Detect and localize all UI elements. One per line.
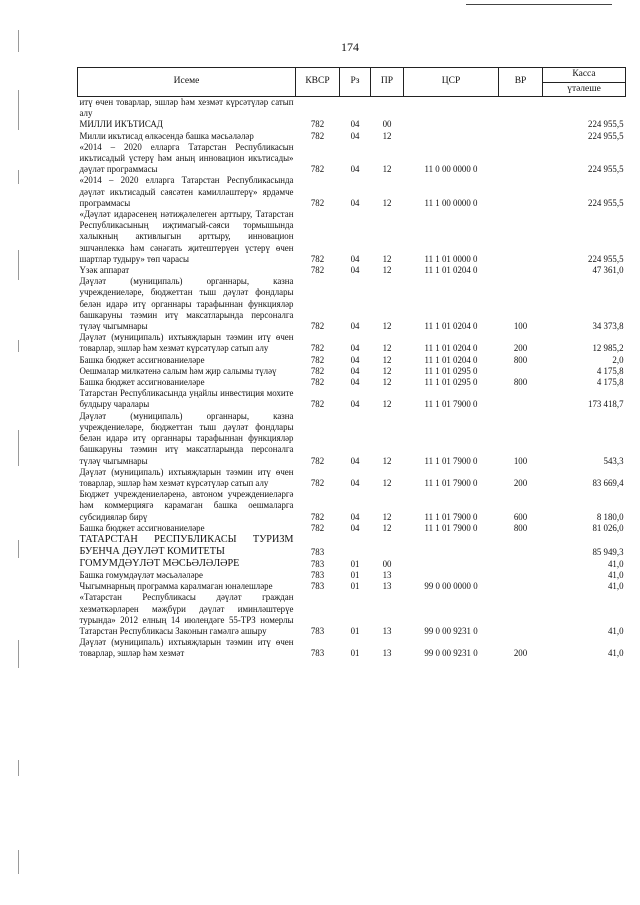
row-kvsr [296, 97, 340, 120]
row-amount: 4 175,8 [596, 365, 624, 376]
row-rz: 04 [350, 477, 360, 488]
row-vr [499, 581, 543, 592]
row-kvsr: 783 [310, 546, 325, 557]
row-csr [404, 558, 499, 570]
row-vr [499, 119, 543, 130]
row-rz: 01 [350, 558, 360, 569]
row-amount: 41,0 [607, 558, 624, 569]
row-kvsr: 782 [310, 365, 325, 376]
row-rz: 04 [350, 377, 360, 388]
row-csr: 11 1 01 7900 0 [424, 455, 478, 466]
row-amount: 224 955,5 [588, 197, 624, 208]
table-row [78, 366, 626, 377]
row-kvsr: 782 [310, 119, 325, 130]
row-pr: 12 [382, 399, 392, 410]
row-amount: 224 955,5 [588, 164, 624, 175]
row-name: «Дәүләт идарәсенең нәтиҗәлелеген арттыру, Татарстан Республикасының иҗтимагый-сәяси тормышында халыкның активлыгын арттыру, инновацион эшчәнлеккә һәм сәнәгать җитештерүен үстерү өчен шартлар тудыру» төп чарасы [79, 209, 294, 264]
row-kvsr: 783 [310, 581, 325, 592]
row-amount: 224 955,5 [588, 253, 624, 264]
row-csr: 11 1 01 0204 0 [424, 343, 478, 354]
row-name: Оешмалар милкәтенә салым һәм җир салымы түләү [79, 365, 277, 376]
row-name: ТАТАРСТАН РЕСПУБЛИКАСЫ ТУРИЗМ БУЕНЧА ДӘҮЛӘТ КОМИТЕТЫ [79, 533, 294, 557]
row-vr: 100 [513, 321, 528, 332]
row-rz: 04 [350, 522, 360, 533]
column-header-vr: ВР [499, 68, 543, 97]
row-pr: 12 [382, 265, 392, 276]
row-rz: 01 [350, 625, 360, 636]
row-name: Дәүләт (муниципаль) ихтыяҗларын тәэмин итү өчен товарлар, эшләр һәм хезмәт [79, 637, 294, 659]
row-kvsr: 783 [310, 625, 325, 636]
binding-margin-marks [18, 0, 20, 905]
row-rz: 04 [350, 130, 360, 141]
column-header-csr: ЦСР [404, 68, 499, 97]
row-vr: 800 [513, 522, 528, 533]
page-number: 174 [341, 40, 359, 54]
table-row [78, 581, 626, 592]
row-amount: 2,0 [612, 354, 624, 365]
row-name: Дәүләт (муниципаль) ихтыяҗларын тәэмин итү өчен товарлар, эшләр һәм хезмәт күрсәтүләр сатып алу [79, 332, 294, 354]
table-row [78, 209, 626, 265]
row-kvsr: 783 [310, 648, 325, 659]
row-csr: 11 1 01 0295 0 [424, 365, 478, 376]
row-amount: 34 373,8 [592, 321, 624, 332]
table-row [78, 467, 626, 489]
row-csr: 11 1 01 7900 0 [424, 399, 478, 410]
row-vr: 200 [513, 648, 528, 659]
row-csr [404, 570, 499, 581]
row-name: МИЛЛИ ИКЪТИСАД [79, 119, 163, 130]
row-rz [340, 534, 371, 558]
row-csr: 11 1 01 0204 0 [424, 321, 478, 332]
table-row [78, 523, 626, 534]
row-kvsr: 783 [310, 569, 325, 580]
row-vr [499, 366, 543, 377]
table-body [78, 97, 626, 660]
table-row [78, 570, 626, 581]
column-header-kassa-line1: Касса [572, 68, 596, 79]
row-vr: 100 [513, 455, 528, 466]
row-csr: 11 1 00 0000 0 [424, 197, 478, 208]
row-rz: 04 [350, 343, 360, 354]
row-name: Үзәк аппарат [79, 265, 130, 276]
row-csr: 99 0 00 9231 0 [424, 648, 478, 659]
row-pr: 00 [382, 119, 392, 130]
row-kvsr: 782 [310, 197, 325, 208]
row-amount: 47 361,0 [592, 265, 624, 276]
row-rz: 01 [350, 648, 360, 659]
row-kvsr: 782 [310, 130, 325, 141]
row-pr: 12 [382, 477, 392, 488]
row-name: Чыгымнарның программа каралмаган юнәлешләре [79, 581, 273, 592]
table-row [78, 377, 626, 388]
row-csr: 11 1 01 7900 0 [424, 477, 478, 488]
table-row [78, 558, 626, 570]
row-pr: 13 [382, 569, 392, 580]
row-name: Милли икътисад өлкәсендә башка мәсьәләләр [79, 130, 254, 141]
row-vr [499, 142, 543, 176]
row-pr [371, 534, 404, 558]
row-name: Башка гомумдәүләт мәсьәләләре [79, 569, 203, 580]
budget-table [77, 67, 626, 660]
row-kvsr: 782 [310, 164, 325, 175]
table-row [78, 489, 626, 523]
row-kvsr: 782 [310, 265, 325, 276]
table-row [78, 355, 626, 366]
row-amount: 224 955,5 [588, 130, 624, 141]
row-pr: 12 [382, 522, 392, 533]
table-row [78, 131, 626, 142]
row-name: «2014 – 2020 елларга Татарстан Республикасын икътисадый үстерү һәм аның инновацион икътисады» дәүләт программасы [79, 141, 294, 175]
row-rz: 04 [350, 321, 360, 332]
row-name: Татарстан Республикасында уңайлы инвестиция мохите булдыру чаралары [79, 388, 294, 410]
row-amount: 41,0 [607, 569, 624, 580]
row-pr: 12 [382, 130, 392, 141]
column-header-kvsr: КВСР [296, 68, 340, 97]
row-csr: 11 1 01 0295 0 [424, 377, 478, 388]
table-header-row [78, 68, 626, 97]
row-rz: 04 [350, 119, 360, 130]
row-rz: 04 [350, 164, 360, 175]
row-amount [543, 97, 626, 120]
row-rz: 01 [350, 569, 360, 580]
table-row [78, 276, 626, 332]
row-pr: 12 [382, 377, 392, 388]
table-row [78, 637, 626, 659]
row-pr: 13 [382, 648, 392, 659]
table-row [78, 142, 626, 176]
row-rz: 04 [350, 365, 360, 376]
table-row [78, 332, 626, 354]
row-pr: 12 [382, 511, 392, 522]
row-csr [404, 131, 499, 142]
row-kvsr: 782 [310, 253, 325, 264]
row-csr: 11 1 01 0000 0 [424, 253, 478, 264]
row-amount: 41,0 [607, 648, 624, 659]
row-rz: 04 [350, 354, 360, 365]
table-row [78, 592, 626, 637]
row-vr [499, 265, 543, 276]
row-name: Башка бюджет ассигнованиеләре [79, 354, 205, 365]
row-name: Дәүләт (муниципаль) органнары, казна учреждениеләре, бюджеттан тыш дәүләт фондлары белән идарә итү органнары тарафыннан функцияләр башкаруны тәэмин итү максатларында персоналга түләү чыгымнары [79, 410, 294, 466]
row-vr [499, 570, 543, 581]
column-header-kassa [543, 68, 626, 97]
row-pr: 12 [382, 455, 392, 466]
row-pr: 13 [382, 625, 392, 636]
table-row [78, 175, 626, 209]
column-header-name: Исеме [78, 68, 296, 97]
row-vr [499, 209, 543, 265]
row-csr: 11 1 01 7900 0 [424, 522, 478, 533]
row-amount: 41,0 [607, 625, 624, 636]
row-name: Башка бюджет ассигнованиеләре [79, 377, 205, 388]
table-row [78, 534, 626, 558]
row-kvsr: 782 [310, 511, 325, 522]
row-rz: 01 [350, 581, 360, 592]
row-rz [340, 97, 371, 120]
row-amount: 224 955,5 [588, 119, 624, 130]
row-rz: 04 [350, 399, 360, 410]
row-amount: 85 949,3 [592, 546, 624, 557]
row-rz: 04 [350, 455, 360, 466]
row-name: итү өчен товарлар, эшләр һәм хезмәт күрсәтүләр сатып алу [79, 97, 294, 119]
row-name: «2014 – 2020 елларга Татарстан Республикасында дәүләт икътисадый сәясәтен камилләштерү» ярдәмче программасы [79, 175, 294, 208]
row-name: Башка бюджет ассигнованиеләре [79, 522, 205, 533]
row-kvsr: 782 [310, 399, 325, 410]
row-amount: 83 669,4 [592, 477, 624, 488]
column-header-rz: Рз [340, 68, 371, 97]
row-vr: 600 [513, 511, 528, 522]
row-amount: 12 985,2 [592, 343, 624, 354]
row-pr: 12 [382, 354, 392, 365]
row-pr: 13 [382, 581, 392, 592]
row-vr: 800 [513, 377, 528, 388]
row-csr [404, 119, 499, 130]
row-name: Бюджет учреждениеләренә, автоном учреждениеләргә һәм коммерциягә карамаган башка оешмаларга субсидияләр бирү [79, 489, 294, 522]
row-name: Дәүләт (муниципаль) органнары, казна учреждениеләре, бюджеттан тыш дәүләт фондлары белән идарә итү органнары тарафыннан функцияләр башкаруны тәэмин итү максатларында персоналга түләү чыгымнары [79, 276, 294, 332]
row-csr: 11 1 01 7900 0 [424, 511, 478, 522]
table-row [78, 119, 626, 130]
row-vr [499, 131, 543, 142]
row-kvsr: 782 [310, 522, 325, 533]
row-kvsr: 782 [310, 377, 325, 388]
column-header-pr: ПР [371, 68, 404, 97]
row-vr [499, 175, 543, 209]
row-vr: 800 [513, 354, 528, 365]
row-pr: 12 [382, 365, 392, 376]
row-csr: 99 0 00 0000 0 [424, 581, 478, 592]
row-kvsr: 783 [310, 558, 325, 569]
row-csr: 11 1 01 0204 0 [424, 354, 478, 365]
row-name: «Татарстан Республикасы дәүләт граждан хезмәткәрләрен мәҗбүри дәүләт иминләштерүе турында» 2012 елның 14 июлендәге 55-ТРЗ номерлы Татарстан Республикасы Законын гамәлгә ашыру [79, 592, 294, 636]
row-pr: 12 [382, 343, 392, 354]
row-pr: 12 [382, 253, 392, 264]
row-vr [499, 534, 543, 558]
row-vr: 200 [513, 477, 528, 488]
row-amount: 81 026,0 [592, 522, 624, 533]
row-csr: 99 0 00 9231 0 [424, 625, 478, 636]
row-amount: 4 175,8 [596, 377, 624, 388]
row-amount: 41,0 [607, 581, 624, 592]
row-amount: 173 418,7 [588, 399, 624, 410]
row-name: Дәүләт (муниципаль) ихтыяҗларын тәэмин итү өчен товарлар, эшләр һәм хезмәт күрсәтүләр сатып алу [79, 466, 294, 488]
row-vr [499, 388, 543, 410]
row-rz: 04 [350, 265, 360, 276]
table-row [78, 265, 626, 276]
row-kvsr: 782 [310, 354, 325, 365]
row-csr: 11 1 01 0204 0 [424, 265, 478, 276]
column-header-kassa-line2: үтәлеше [542, 82, 626, 95]
row-rz: 04 [350, 253, 360, 264]
row-kvsr: 782 [310, 343, 325, 354]
row-pr: 12 [382, 197, 392, 208]
row-vr [499, 592, 543, 637]
row-csr [404, 97, 499, 120]
row-amount: 543,3 [603, 455, 624, 466]
row-kvsr: 782 [310, 321, 325, 332]
row-amount: 8 180,0 [596, 511, 624, 522]
row-pr: 12 [382, 164, 392, 175]
table-row [78, 388, 626, 410]
row-rz: 04 [350, 511, 360, 522]
row-kvsr: 782 [310, 455, 325, 466]
row-vr [499, 97, 543, 120]
row-pr [371, 97, 404, 120]
table-row [78, 411, 626, 467]
row-rz: 04 [350, 197, 360, 208]
row-pr: 12 [382, 321, 392, 332]
row-kvsr: 782 [310, 477, 325, 488]
row-csr: 11 0 00 0000 0 [424, 164, 478, 175]
row-pr: 00 [382, 558, 392, 569]
row-csr [404, 534, 499, 558]
top-rule [466, 4, 612, 5]
row-vr: 200 [513, 343, 528, 354]
row-name: ГОМУМДӘҮЛӘТ МӘСЬӘЛӘЛӘРЕ [79, 557, 240, 569]
row-vr [499, 558, 543, 570]
table-row [78, 97, 626, 120]
